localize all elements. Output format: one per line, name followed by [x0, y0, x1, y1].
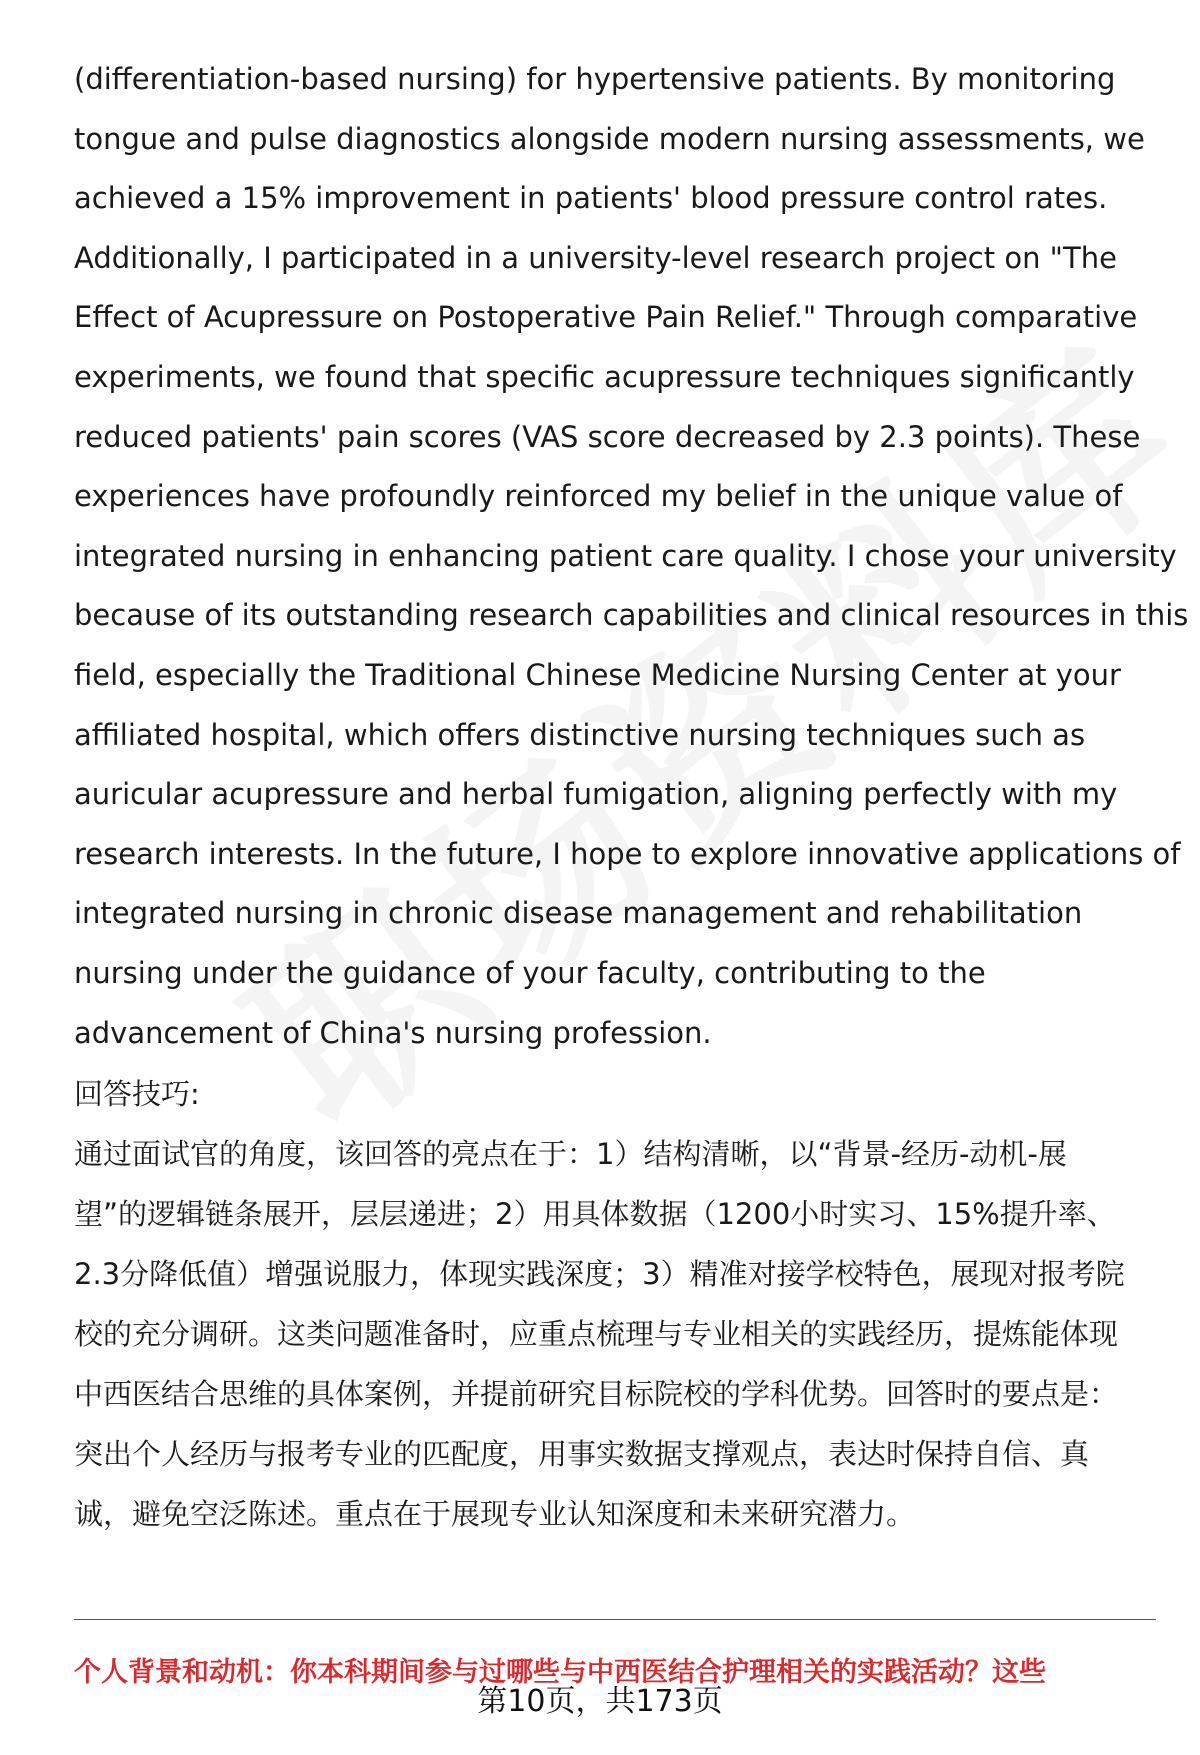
tips-body — [74, 1124, 1164, 1544]
body-line: auricular acupressure and herbal fumigation, aligning perfectly with my — [74, 777, 1118, 812]
body-line: integrated nursing in chronic disease management and rehabilitation — [74, 896, 1083, 931]
body-line: experiments, we found that specific acupressure techniques significantly — [74, 359, 1135, 394]
body-line: tongue and pulse diagnostics alongside modern nursing assessments, we — [74, 121, 1145, 156]
tips-line: 突出个人经历与报考专业的匹配度，用事实数据支撑观点，表达时保持自信、真 — [74, 1437, 1090, 1471]
tips-line: 中西医结合思维的具体案例，并提前研究目标院校的学科优势。回答时的要点是： — [74, 1377, 1119, 1411]
body-line: experiences have profoundly reinforced my belief in the unique value of — [74, 479, 1123, 514]
tips-line: 诚，避免空泛陈述。重点在于展现专业认知深度和未来研究潜力。 — [74, 1497, 916, 1531]
body-line: research interests. In the future, I hope to explore innovative applications of — [74, 836, 1181, 871]
section-divider — [74, 1619, 1156, 1620]
tips-line: 校的充分调研。这类问题准备时，应重点梳理与专业相关的实践经历，提炼能体现 — [74, 1317, 1119, 1351]
body-line: Effect of Acupressure on Postoperative Pain Relief." Through comparative — [74, 300, 1138, 335]
body-line: (differentiation-based nursing) for hypertensive patients. By monitoring — [74, 62, 1116, 96]
tips-line: 望”的逻辑链条展开，层层递进；2）用具体数据（1200小时实习、15%提升率、 — [74, 1197, 1116, 1231]
body-line: advancement of China's nursing profession. — [74, 1015, 712, 1050]
tips-line: 通过面试官的角度，该回答的亮点在于：1）结构清晰，以“背景-经历-动机-展 — [74, 1137, 1067, 1171]
body-line: Additionally, I participated in a university-level research project on "The — [74, 240, 1117, 275]
tips-line: 2.3分降低值）增强说服力，体现实践深度；3）精准对接学校特色，展现对报考院 — [74, 1257, 1125, 1291]
body-line: affiliated hospital, which offers distinctive nursing techniques such as — [74, 717, 1086, 752]
body-line: reduced patients' pain scores (VAS score decreased by 2.3 points). These — [74, 419, 1141, 454]
body-line: field, especially the Traditional Chinese Medicine Nursing Center at your — [74, 657, 1121, 692]
body-line: nursing under the guidance of your faculty, contributing to the — [74, 955, 986, 990]
next-question-heading: 个人背景和动机：你本科期间参与过哪些与中西医结合护理相关的实践活动？这些 — [74, 1657, 1046, 1688]
page-number: 第10页，共173页 — [477, 1684, 723, 1719]
body-line: achieved a 15% improvement in patients' blood pressure control rates. — [74, 181, 1108, 216]
body-line: integrated nursing in enhancing patient care quality. I chose your university — [74, 538, 1177, 573]
tips-heading: 回答技巧: — [74, 1077, 200, 1111]
answer-body — [74, 50, 1189, 1063]
body-line: because of its outstanding research capabilities and clinical resources in this — [74, 598, 1189, 633]
